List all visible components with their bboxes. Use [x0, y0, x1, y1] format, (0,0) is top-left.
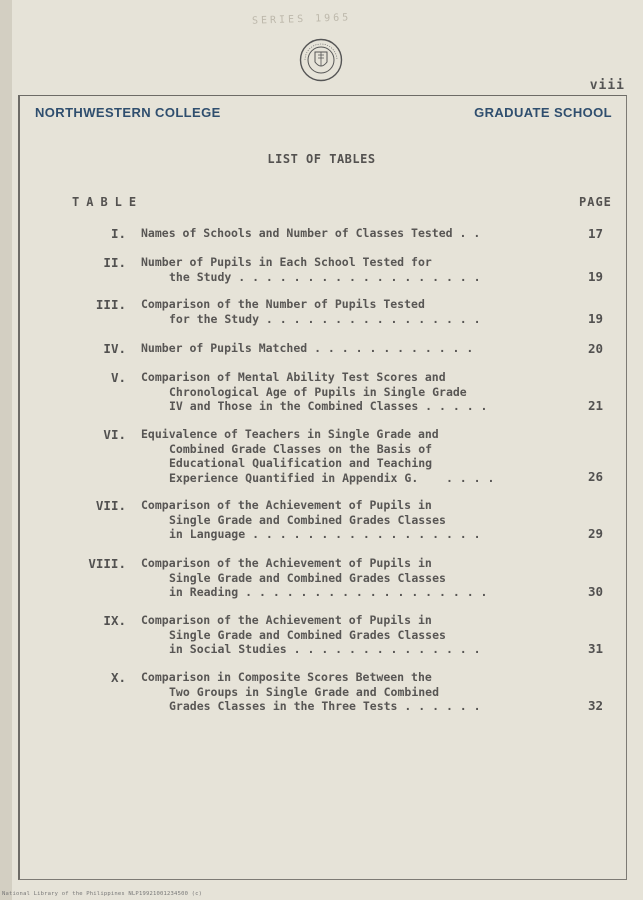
entry-title: Comparison of the Achievement of Pupils in Single Grade and Combined Grades Classes in Language . . . . . . . . . . . . . . . . . [141, 498, 481, 541]
scan-edge [0, 0, 12, 900]
entry-title: Equivalence of Teachers in Single Grade and Combined Grade Classes on the Basis of Educational Qualification and Teaching Experience Quantified in Appendix G. . . . . [141, 427, 495, 485]
entry-title: Names of Schools and Number of Classes Tested . . [141, 226, 481, 240]
header-school: GRADUATE SCHOOL [474, 105, 612, 120]
page-title: LIST OF TABLES [267, 152, 376, 166]
entry-title: Number of Pupils in Each School Tested for the Study . . . . . . . . . . . . . . . . . . [141, 255, 481, 284]
entry-number: IX. [103, 613, 126, 628]
entry-number: VIII. [88, 556, 126, 571]
header-college: NORTHWESTERN COLLEGE [35, 105, 221, 120]
entry-page: 17 [588, 226, 604, 241]
entry-number: VI. [103, 427, 126, 442]
entry-title: Comparison in Composite Scores Between the Two Groups in Single Grade and Combined Grades Classes in the Three Tests . . . . . . [141, 670, 481, 713]
column-header-page: PAGE [579, 195, 612, 209]
entry-page: 31 [588, 641, 604, 656]
college-seal-icon [299, 38, 343, 82]
entry-title: Comparison of the Achievement of Pupils in Single Grade and Combined Grades Classes in Social Studies . . . . . . . . . . . . . . [141, 613, 481, 656]
archive-footer: National Library of the Philippines NLP19921001234500 (c) [2, 891, 203, 897]
entry-title: Number of Pupils Matched . . . . . . . . . . . . [141, 341, 474, 355]
entry-page: 20 [588, 341, 604, 356]
column-header-table: TABLE [72, 195, 144, 209]
entry-number: II. [103, 255, 126, 270]
entry-number: I. [110, 226, 126, 241]
entry-page: 19 [588, 311, 604, 326]
entry-number: IV. [103, 341, 126, 356]
entry-page: 26 [588, 469, 604, 484]
entry-title: Comparison of Mental Ability Test Scores and Chronological Age of Pupils in Single Grade IV and Those in the Combined Classes . . . . . [141, 370, 488, 413]
faint-stamp: SERIES 1965 [251, 12, 352, 27]
entry-page: 21 [588, 398, 604, 413]
entry-title: Comparison of the Achievement of Pupils in Single Grade and Combined Grades Classes in Reading . . . . . . . . . . . . . . . . . . [141, 556, 488, 599]
entry-page: 29 [588, 526, 604, 541]
entry-page: 19 [588, 269, 604, 284]
entry-number: X. [110, 670, 126, 685]
entry-page: 30 [588, 584, 604, 599]
entry-page: 32 [588, 698, 604, 713]
page-number: viii [589, 78, 625, 93]
entry-number: VII. [95, 498, 126, 513]
entry-title: Comparison of the Number of Pupils Tested for the Study . . . . . . . . . . . . . . . . [141, 297, 481, 326]
entry-number: III. [95, 297, 126, 312]
page-frame [18, 95, 627, 880]
entry-number: V. [110, 370, 126, 385]
